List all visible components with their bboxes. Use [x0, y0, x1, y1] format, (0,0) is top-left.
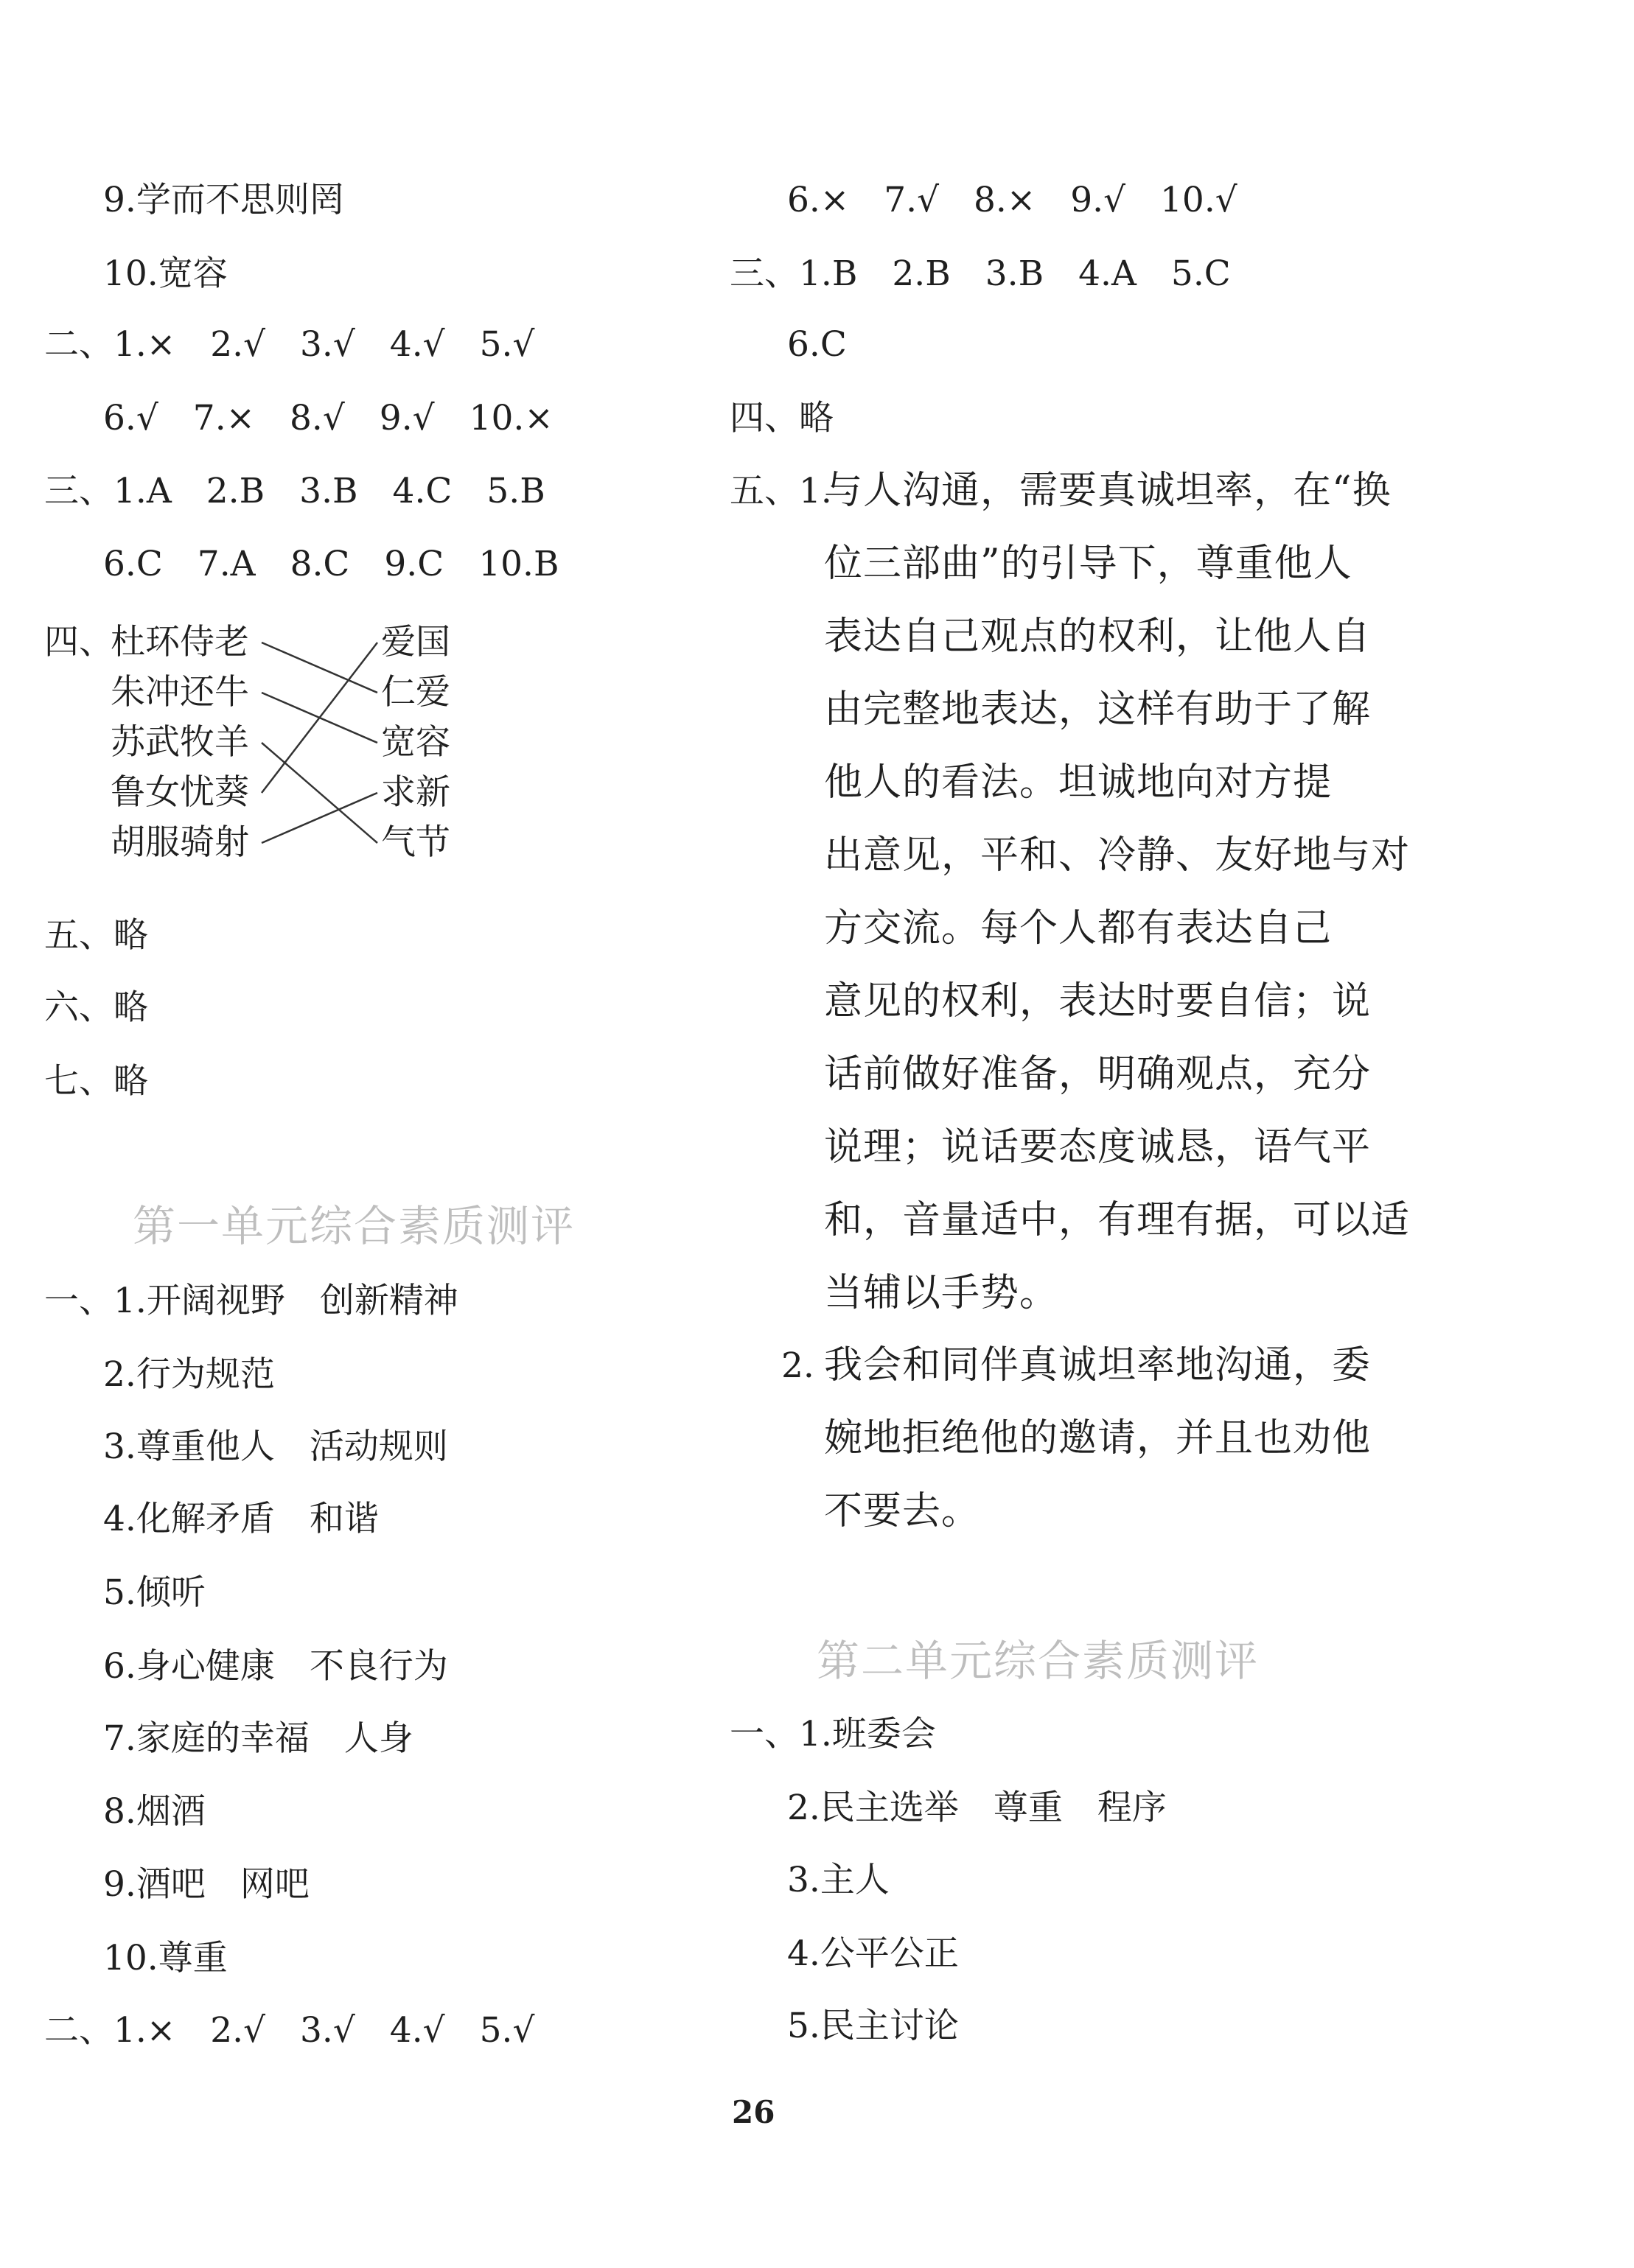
matching-left-item: 鲁女忧葵	[111, 772, 249, 813]
matching-right-item: 求新	[381, 772, 450, 813]
paragraph-line: 位三部曲”的引导下，尊重他人	[824, 542, 1352, 586]
matching-left-item: 朱冲还牛	[111, 672, 249, 713]
section-title: 第一单元综合素质测评	[133, 1201, 576, 1251]
answer-line: 6.身心健康 不良行为	[103, 1646, 448, 1687]
section-title: 第二单元综合素质测评	[817, 1636, 1260, 1686]
answer-line: 7.家庭的幸福 人身	[103, 1718, 413, 1759]
paragraph-line: 由完整地表达，这样有助于了解	[824, 687, 1372, 732]
matching-right-item: 气节	[381, 822, 450, 863]
answer-line: 3.尊重他人 活动规则	[103, 1427, 448, 1467]
answer-line: 3.主人	[787, 1860, 890, 1900]
answer-line: 七、略	[44, 1061, 148, 1102]
answer-line: 六、略	[44, 987, 148, 1028]
paragraph-line: 我会和同伴真诚坦率地沟通，委	[824, 1343, 1372, 1387]
paragraph-line: 与人沟通，需要真诚坦率，在“换	[824, 469, 1392, 513]
matching-line	[262, 643, 377, 693]
answer-line: 2.行为规范	[103, 1354, 275, 1395]
matching-line	[262, 793, 377, 843]
answer-line: 一、1.开阔视野 创新精神	[44, 1281, 458, 1321]
matching-right-item: 宽容	[381, 722, 450, 763]
paragraph-line: 意见的权利，表达时要自信；说	[824, 979, 1372, 1023]
answer-line: 五、略	[44, 915, 148, 956]
matching-prefix: 四、	[44, 622, 114, 662]
paragraph-line: 当辅以手势。	[824, 1271, 1059, 1315]
matching-left-item: 苏武牧羊	[111, 722, 249, 763]
matching-right-item: 爱国	[381, 622, 450, 662]
answer-paragraph	[824, 1329, 1371, 1548]
answer-line: 二、1.× 2.√ 3.√ 4.√ 5.√	[44, 2010, 535, 2051]
paragraph-line: 不要去。	[824, 1489, 981, 1533]
answer-line: 四、略	[730, 398, 834, 438]
answer-line: 5.民主讨论	[787, 2006, 959, 2046]
answer-line: 9.酒吧 网吧	[103, 1864, 310, 1905]
answer-line: 6.C 7.A 8.C 9.C 10.B	[103, 544, 559, 584]
paragraph-line: 方交流。每个人都有表达自己	[824, 906, 1333, 951]
paragraph-line: 话前做好准备，明确观点，充分	[824, 1052, 1372, 1096]
answer-line: 三、1.B 2.B 3.B 4.A 5.C	[730, 253, 1231, 294]
paragraph-line: 出意见，平和、冷静、友好地与对	[824, 833, 1411, 878]
page-number: 26	[732, 2094, 775, 2130]
answer-paragraph	[824, 455, 1410, 1330]
answer-line: 二、1.× 2.√ 3.√ 4.√ 5.√	[44, 324, 535, 365]
answer-line: 10.宽容	[103, 253, 228, 294]
paragraph-line: 表达自己观点的权利，让他人自	[824, 615, 1372, 659]
answer-label: 2.	[781, 1345, 814, 1386]
matching-right-item: 仁爱	[381, 672, 450, 713]
answer-line: 4.化解矛盾 和谐	[103, 1499, 379, 1539]
answer-label: 五、1.	[730, 471, 832, 511]
answer-line: 10.尊重	[103, 1938, 228, 1978]
answer-line: 6.C	[787, 324, 847, 365]
answer-line: 2.民主选举 尊重 程序	[787, 1788, 1167, 1828]
paragraph-line: 说理；说话要态度诚恳，语气平	[824, 1125, 1372, 1169]
paragraph-line: 婉地拒绝他的邀请，并且也劝他	[824, 1416, 1372, 1460]
answer-line: 6.× 7.√ 8.× 9.√ 10.√	[787, 180, 1237, 220]
paragraph-line: 和，音量适中，有理有据，可以适	[824, 1198, 1411, 1242]
matching-line	[262, 643, 377, 793]
matching-left-item: 胡服骑射	[111, 822, 249, 863]
answer-line: 9.学而不思则罔	[103, 180, 344, 220]
answer-line: 4.公平公正	[787, 1933, 959, 1974]
answer-line: 一、1.班委会	[730, 1714, 936, 1754]
paragraph-line: 他人的看法。坦诚地向对方提	[824, 760, 1333, 805]
answer-line: 8.烟酒	[103, 1791, 206, 1832]
answer-line: 三、1.A 2.B 3.B 4.C 5.B	[44, 471, 545, 511]
answer-line: 5.倾听	[103, 1572, 206, 1613]
matching-line	[262, 743, 377, 843]
answer-line: 6.√ 7.× 8.√ 9.√ 10.×	[103, 398, 554, 438]
matching-left-item: 杜环侍老	[111, 622, 249, 662]
